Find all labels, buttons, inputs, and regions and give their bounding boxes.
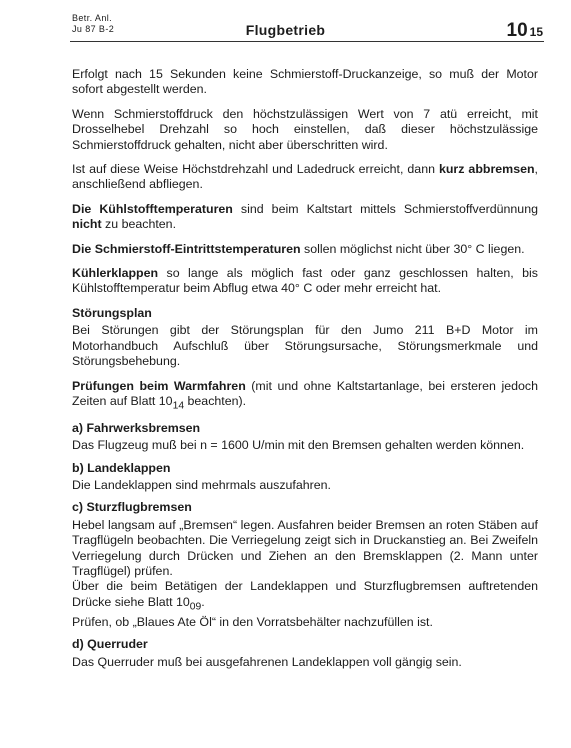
heading-landing-flaps: b) Landeklappen: [72, 460, 171, 475]
sheet-subscript: 09: [189, 601, 202, 613]
heading-ailerons: d) Querruder: [72, 637, 148, 652]
heading-fault-plan: Störungsplan: [72, 305, 152, 320]
page-title: Flugbetrieb: [245, 22, 326, 38]
reference-line-1: Betr. Anl.: [72, 13, 113, 23]
paragraph-fault-plan: Bei Störungen gibt der Störungsplan für den Jumo 211 B+D Motor im Motorhandbuch Aufschluß über Störungsursache, Störungsmerkmale und Störungsbehebung.: [72, 323, 538, 369]
page-number-sub: 15: [529, 25, 543, 39]
paragraph-oil-pressure-timeout: Erfolgt nach 15 Sekunden keine Schmierstoff-Druckanzeige, so muß der Motor sofort abgestellt werden.: [72, 67, 538, 97]
term-oil-inlet-temperatures: Die Schmierstoff-Eintrittstemperaturen: [72, 241, 301, 256]
emphasis-kurz-abbremsen: kurz abbremsen: [438, 162, 535, 177]
page-number: [507, 20, 544, 42]
heading-wheel-brakes: a) Fahrwerksbremsen: [72, 420, 201, 435]
text-run: (mit und ohne Kaltstartanlage, bei ersteren jedoch Zeiten auf Blatt 10: [72, 378, 538, 408]
paragraph-oil-inlet-temperature: [72, 242, 538, 257]
paragraph-dive-brakes-3: Prüfen, ob „Blaues Ate Öl“ in den Vorratsbehälter nachzufüllen ist.: [72, 614, 433, 629]
reference-line-2: Ju 87 B-2: [72, 24, 115, 34]
paragraph-landing-flaps: Die Landeklappen sind mehrmals auszufahren.: [72, 478, 331, 492]
sheet-subscript: 14: [172, 400, 185, 412]
paragraph-max-rpm: [72, 162, 538, 193]
paragraph-ailerons: Das Querruder muß bei ausgefahrenen Landeklappen voll gängig sein.: [72, 654, 462, 669]
paragraph-coolant-temperature: [72, 202, 538, 233]
paragraph-warmup-checks: [72, 379, 538, 414]
term-radiator-flaps: Kühlerklappen: [72, 266, 159, 281]
paragraph-wheel-brakes: Das Flugzeug muß bei n = 1600 U/min mit den Bremsen gehalten werden können.: [72, 438, 525, 453]
text-run: so lange als möglich fast oder ganz geschlossen halten, bis Kühlstofftemperatur beim Abflug etwa 40° C oder mehr erreicht hat.: [72, 266, 538, 296]
text-run: Ist auf diese Weise Höchstdrehzahl und Ladedruck erreicht, dann: [72, 162, 439, 177]
text-run: beachten).: [184, 393, 247, 408]
text-run: Über die beim Betätigen der Landeklappen und Sturzflugbremsen auftretenden Drücke siehe Blatt 10: [72, 579, 538, 609]
term-coolant-temperatures: Die Kühlstofftemperaturen: [72, 201, 233, 216]
text-run: .: [201, 594, 205, 609]
text-run: sind beim Kaltstart mittels Schmierstoffverdünnung: [232, 201, 538, 216]
text-run: , anschließend abfliegen.: [72, 162, 538, 192]
heading-dive-brakes: c) Sturzflugbremsen: [72, 500, 192, 515]
paragraph-dive-brakes-2: [72, 579, 538, 614]
text-run: zu beachten.: [101, 217, 177, 232]
paragraph-radiator-flaps: [72, 266, 538, 297]
text-run: sollen möglichst nicht über 30° C liegen.: [300, 241, 525, 256]
paragraph-dive-brakes-1: Hebel langsam auf „Bremsen“ legen. Ausfahren beider Bremsen an roten Stäben auf Tragflügeln beobachten. Die Verriegelung zeigt sich in Druckanstieg an. Bei Zweifeln Verriegelung durch Drücken und Ziehen an den Bremsklappen (2. Mann unter Tragflügel) prüfen.: [72, 517, 538, 579]
page-body: [72, 67, 538, 679]
paragraph-oil-pressure-max: Wenn Schmierstoffdruck den höchstzulässigen Wert von 7 atü erreicht, mit Drosselhebel Drehzahl so hoch einstellen, daß dieser höchstzulässige Schmierstoffdruck gehalten, nicht aber überschritten wird.: [72, 106, 538, 152]
header-rule: [70, 41, 544, 42]
emphasis-nicht: nicht: [72, 217, 102, 232]
page-number-main: 10: [506, 20, 528, 41]
term-warmup-checks: Prüfungen beim Warmfahren: [72, 378, 246, 393]
